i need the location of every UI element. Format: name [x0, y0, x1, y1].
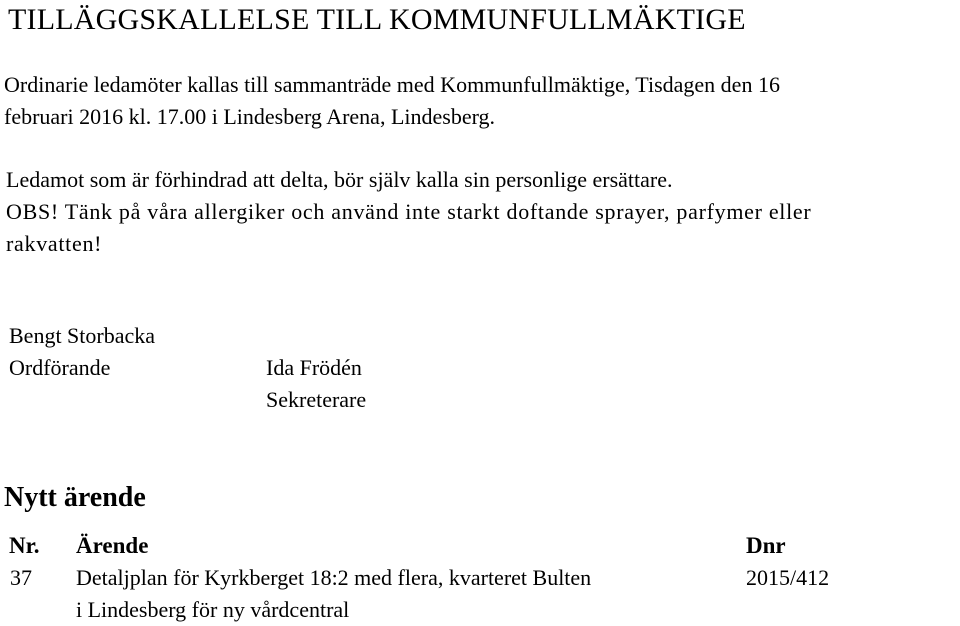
chair-role: Ordförande [9, 355, 111, 380]
intro-line-1: Ordinarie ledamöter kallas till sammanträde med Kommunfullmäktige, Tisdagen den 16 [4, 72, 780, 97]
row-nr: 37 [10, 565, 32, 590]
row-arende-line-2: i Lindesberg för ny vårdcentral [76, 597, 350, 622]
secretary-role: Sekreterare [266, 387, 367, 412]
section-heading: Nytt ärende [4, 482, 146, 513]
table-header-arende: Ärende [76, 533, 149, 558]
note-line-3: rakvatten! [6, 231, 103, 256]
note-line-2: OBS! Tänk på våra allergiker och använd inte starkt doftande sprayer, parfymer eller [6, 199, 812, 224]
row-arende-line-1: Detaljplan för Kyrkberget 18:2 med flera, kvarteret Bulten [76, 565, 592, 590]
page-title: TILLÄGGSKALLELSE TILL KOMMUNFULLMÄKTIGE [8, 3, 746, 36]
row-dnr: 2015/412 [746, 565, 830, 590]
table-header-nr: Nr. [9, 533, 40, 558]
chair-name: Bengt Storbacka [9, 323, 156, 348]
secretary-name: Ida Frödén [266, 355, 362, 380]
table-header-dnr: Dnr [746, 533, 786, 558]
note-line-1: Ledamot som är förhindrad att delta, bör själv kalla sin personlige ersättare. [6, 167, 673, 192]
intro-line-2: februari 2016 kl. 17.00 i Lindesberg Arena, Lindesberg. [4, 104, 496, 129]
